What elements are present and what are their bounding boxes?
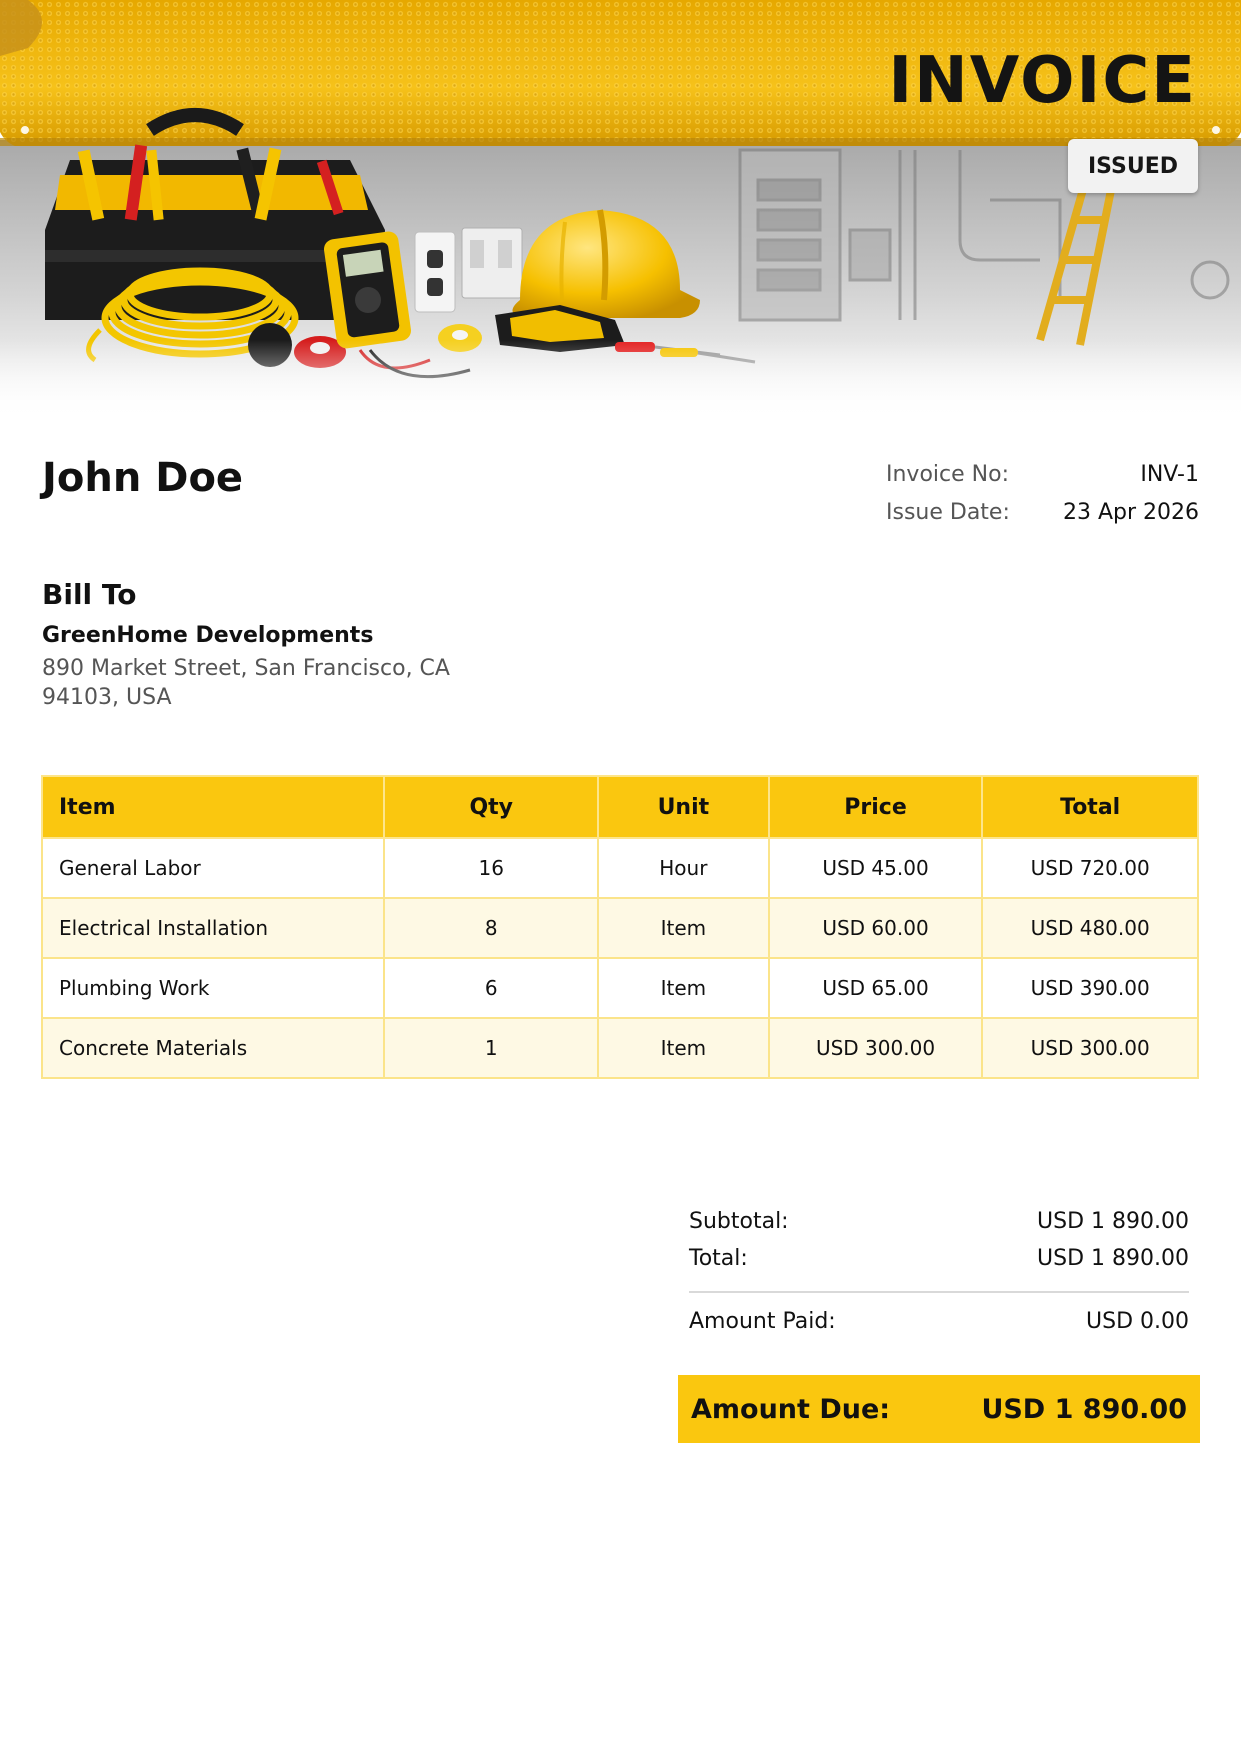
amount-due-box xyxy=(678,1375,1200,1443)
issue-date-label: Issue Date: xyxy=(886,499,1010,525)
column-header-unit: Unit xyxy=(598,776,769,838)
document-title: INVOICE xyxy=(888,44,1197,118)
amount-paid-row xyxy=(689,1303,1189,1340)
cell-price: USD 65.00 xyxy=(769,958,983,1018)
cell-qty: 6 xyxy=(384,958,598,1018)
cell-total: USD 480.00 xyxy=(982,898,1198,958)
cell-item: Plumbing Work xyxy=(42,958,384,1018)
bill-to-section xyxy=(42,578,642,712)
cell-qty: 1 xyxy=(384,1018,598,1078)
cell-unit: Item xyxy=(598,1018,769,1078)
total-label: Total: xyxy=(689,1246,748,1271)
invoice-number-row xyxy=(886,455,1199,493)
cell-item: Electrical Installation xyxy=(42,898,384,958)
table-row xyxy=(42,1018,1198,1078)
table-header-row xyxy=(42,776,1198,838)
subtotal-label: Subtotal: xyxy=(689,1209,789,1234)
amount-due-label: Amount Due: xyxy=(691,1393,891,1425)
totals-divider xyxy=(689,1291,1189,1293)
invoice-number-label: Invoice No: xyxy=(886,461,1009,487)
issue-date-row xyxy=(886,493,1199,531)
amount-paid-value: USD 0.00 xyxy=(1086,1309,1189,1334)
invoice-number-value: INV-1 xyxy=(1140,461,1199,487)
subtotal-value: USD 1 890.00 xyxy=(1037,1209,1189,1234)
total-value: USD 1 890.00 xyxy=(1037,1246,1189,1271)
column-header-qty: Qty xyxy=(384,776,598,838)
header-banner xyxy=(0,0,1241,420)
cell-price: USD 60.00 xyxy=(769,898,983,958)
bill-to-address: 890 Market Street, San Francisco, CA 94103, USA xyxy=(42,656,450,710)
cell-qty: 8 xyxy=(384,898,598,958)
totals-section xyxy=(689,1203,1189,1340)
cell-item: Concrete Materials xyxy=(42,1018,384,1078)
line-items-table xyxy=(41,775,1199,1079)
cell-total: USD 390.00 xyxy=(982,958,1198,1018)
column-header-total: Total xyxy=(982,776,1198,838)
bill-to-heading: Bill To xyxy=(42,578,137,611)
cell-item: General Labor xyxy=(42,838,384,898)
cell-unit: Item xyxy=(598,898,769,958)
column-header-price: Price xyxy=(769,776,983,838)
cell-unit: Hour xyxy=(598,838,769,898)
invoice-meta xyxy=(886,455,1199,531)
bill-to-company: GreenHome Developments xyxy=(42,623,374,648)
cell-unit: Item xyxy=(598,958,769,1018)
total-row xyxy=(689,1240,1189,1277)
amount-paid-label: Amount Paid: xyxy=(689,1309,836,1334)
table-row xyxy=(42,838,1198,898)
cell-price: USD 300.00 xyxy=(769,1018,983,1078)
cell-qty: 16 xyxy=(384,838,598,898)
subtotal-row xyxy=(689,1203,1189,1240)
table-row xyxy=(42,898,1198,958)
amount-due-value: USD 1 890.00 xyxy=(981,1393,1187,1425)
cell-price: USD 45.00 xyxy=(769,838,983,898)
cell-total: USD 300.00 xyxy=(982,1018,1198,1078)
table-row xyxy=(42,958,1198,1018)
issue-date-value: 23 Apr 2026 xyxy=(1062,499,1199,525)
status-badge: ISSUED xyxy=(1068,139,1198,193)
sender-name: John Doe xyxy=(42,455,244,501)
cell-total: USD 720.00 xyxy=(982,838,1198,898)
column-header-item: Item xyxy=(42,776,384,838)
